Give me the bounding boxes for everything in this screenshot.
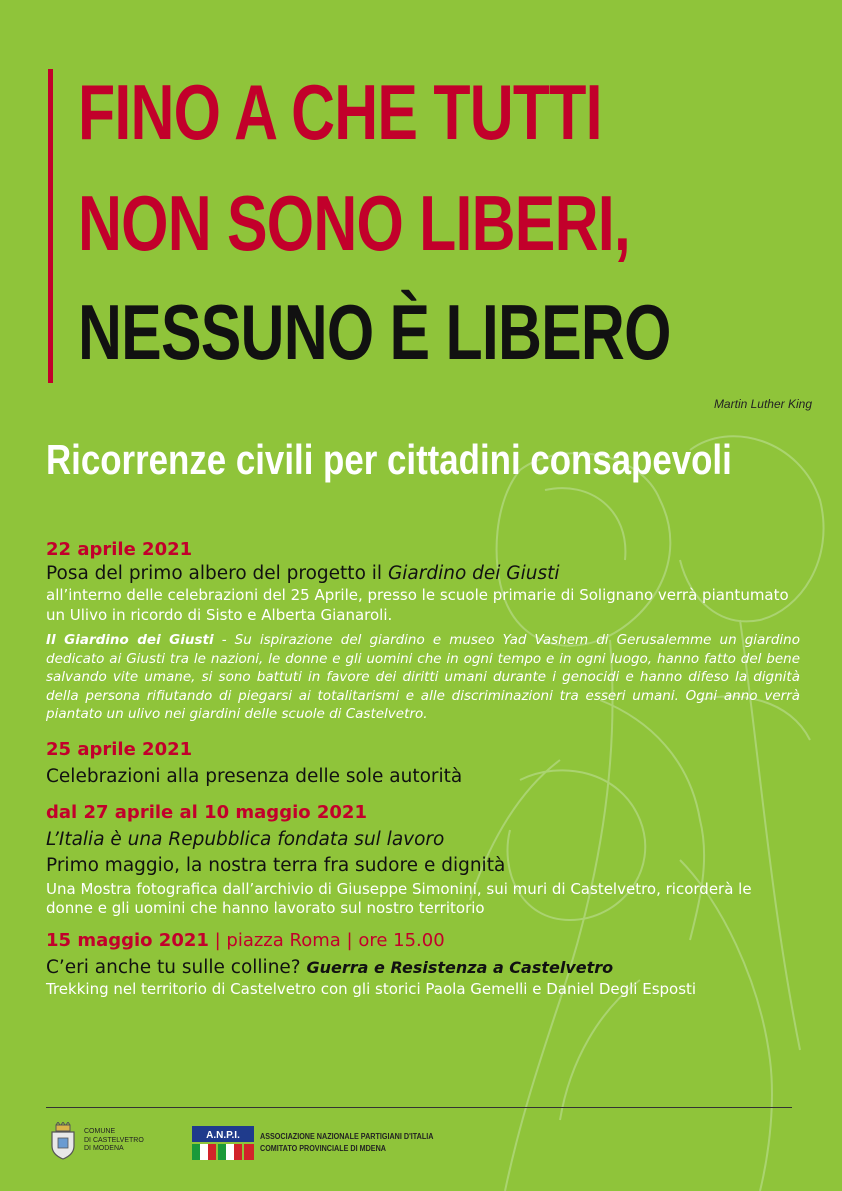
event-heading-text: C’eri anche tu sulle colline? — [46, 956, 307, 978]
separator: | — [208, 929, 227, 951]
event-description: Trekking nel territorio di Castelvetro con gli storici Paola Gemelli e Daniel Degli Esposti — [46, 979, 697, 998]
anpi-line: COMITATO PROVINCIALE DI MDENA — [260, 1144, 386, 1153]
note-text: - Su ispirazione del giardino e museo Yad Vashem di Gerusalemme un giardino dedicato ai Giusti tra le nazioni, le donne e gli uomini che in ogni tempo e in ogni luogo, hanno fatto del bene salvando vite umane, si sono battuti in favore dei diritti umani durante i genocidi e hanno difeso la dignità della persona rifiutando di piegarsi ai totalitarismi e alle discriminazioni tra esseri umani. Ogni anno verrà piantato un ulivo nei giardini delle scuole di Castelvetro. — [46, 632, 800, 722]
headline-line-1: FINO A CHE TUTTI — [78, 68, 602, 156]
title-accent-bar — [48, 69, 53, 383]
event-heading-italic: Giardino dei Giusti — [387, 563, 560, 584]
event-heading-italic: Guerra e Resistenza a Castelvetro — [306, 957, 614, 977]
event-description: Una Mostra fotografica dall’archivio di Giuseppe Simonini, sui muri di Castelvetro, ricorderà le donne e gli uomini che hanno lavorato sul nostro territorio — [46, 879, 752, 917]
anpi-line: ASSOCIAZIONE NAZIONALE PARTIGIANI D'ITALIA — [260, 1132, 434, 1141]
quote-author: Martin Luther King — [713, 397, 812, 411]
event-heading — [46, 562, 800, 586]
comune-line: COMUNE — [84, 1128, 116, 1135]
event-date: 25 aprile 2021 — [46, 738, 193, 760]
anpi-label — [260, 1131, 433, 1155]
event-date: dal 27 aprile al 10 maggio 2021 — [46, 801, 367, 823]
anpi-logo — [192, 1126, 254, 1160]
note-title: Il Giardino dei Giusti — [46, 632, 214, 648]
event-time: ore 15.00 — [358, 929, 445, 951]
events-list — [46, 538, 800, 999]
event-note — [46, 631, 800, 724]
comune-line: DI CASTELVETRO — [84, 1136, 144, 1144]
event-description: all’interno delle celebrazioni del 25 Aprile, presso le scuole primarie di Solignano verrà piantumato un Ulivo in ricordo di Sisto e Alberta Gianaroli. — [46, 586, 789, 624]
event-heading: Primo maggio, la nostra terra fra sudore e dignità — [46, 854, 506, 876]
event-heading-text: Posa del primo albero del progetto il — [46, 563, 388, 584]
event-date: 22 aprile 2021 — [46, 539, 193, 560]
event-22-april — [46, 538, 800, 724]
anpi-logo-text: A.N.P.I. — [206, 1130, 240, 1141]
event-heading — [46, 956, 800, 980]
comune-crest-icon — [46, 1122, 80, 1160]
comune-label — [84, 1128, 164, 1154]
separator: | — [340, 929, 359, 951]
event-heading-italic: L’Italia è una Repubblica fondata sul lavoro — [46, 828, 445, 850]
event-place: piazza Roma — [226, 929, 341, 951]
comune-line: DI MODENA — [84, 1145, 124, 1152]
event-15-may — [46, 929, 800, 1000]
event-date: 15 maggio 2021 — [46, 929, 209, 951]
event-25-april — [46, 738, 800, 789]
headline-line-2: NON SONO LIBERI, — [78, 179, 631, 267]
event-date-line — [46, 929, 800, 953]
footer-divider — [46, 1107, 792, 1108]
subtitle: Ricorrenze civili per cittadini consapevoli — [46, 436, 732, 483]
event-heading: Celebrazioni alla presenza delle sole autorità — [46, 765, 463, 787]
headline-line-3: NESSUNO È LIBERO — [78, 288, 671, 376]
event-exhibition — [46, 801, 800, 919]
